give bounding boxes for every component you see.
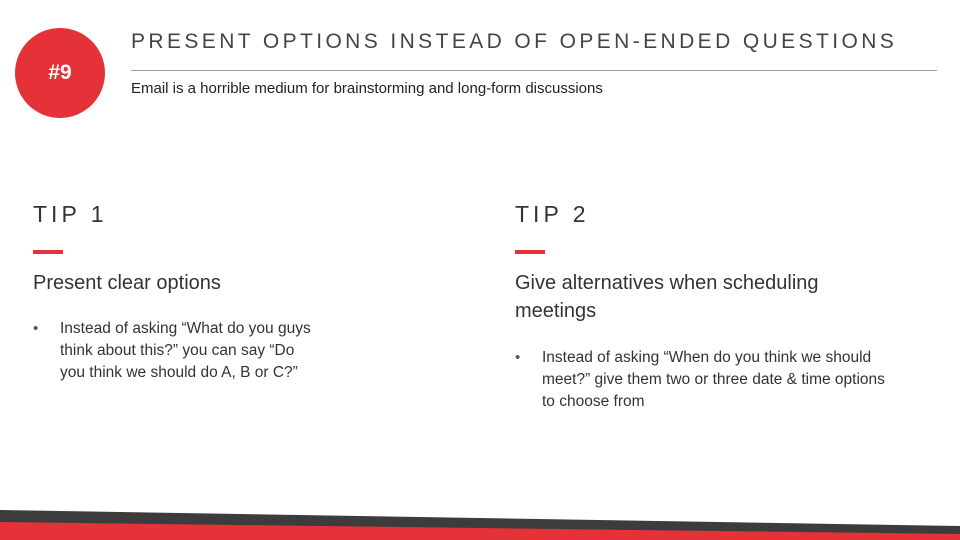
tip-1-subheading: Present clear options <box>33 272 221 294</box>
bullet-icon: • <box>33 320 39 337</box>
tip-2-subheading: Give alternatives when scheduling meetings <box>515 272 819 322</box>
slide-title: PRESENT OPTIONS INSTEAD OF OPEN-ENDED QUESTIONS <box>131 30 898 53</box>
slide-number-badge <box>15 28 105 118</box>
tip-1-bullet-text: Instead of asking “What do you guys think about this?” you can say “Do you think we should do A, B or C?” <box>60 320 311 381</box>
bullet-icon: • <box>515 349 521 366</box>
slide-subtitle: Email is a horrible medium for brainstorming and long-form discussions <box>131 80 603 97</box>
tip-2-bullet-text: Instead of asking “When do you think we should meet?” give them two or three date & time options to choose from <box>542 349 885 410</box>
footer-decoration <box>0 500 960 540</box>
tip-1-accent-bar <box>33 250 63 254</box>
title-divider <box>131 70 937 71</box>
tip-2-bullet <box>515 347 895 413</box>
tip-2-heading: TIP 2 <box>515 201 590 227</box>
slide-number: #9 <box>48 61 72 84</box>
tip-1-bullet <box>33 318 323 384</box>
tip-1-heading: TIP 1 <box>33 201 108 227</box>
tip-2-accent-bar <box>515 250 545 254</box>
